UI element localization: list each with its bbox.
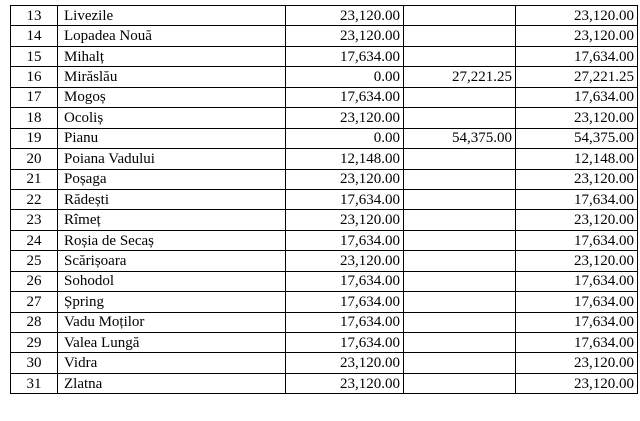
amount-a-cell: 0.00 [286,67,404,87]
amount-b-cell [404,292,516,312]
total-amount-cell: 23,120.00 [516,210,638,230]
amount-b-cell [404,353,516,373]
row-number-cell: 21 [11,169,58,189]
row-number-cell: 27 [11,292,58,312]
total-amount-cell: 54,375.00 [516,128,638,148]
amount-b-cell [404,108,516,128]
total-amount-cell: 17,634.00 [516,230,638,250]
locality-name-cell: Valea Lungă [58,333,286,353]
amount-a-cell: 23,120.00 [286,26,404,46]
total-amount-cell: 23,120.00 [516,353,638,373]
amount-b-cell [404,271,516,291]
locality-name-cell: Scărișoara [58,251,286,271]
amount-a-cell: 0.00 [286,128,404,148]
locality-name-cell: Zlatna [58,373,286,393]
table-row [11,373,638,393]
row-number-cell: 25 [11,251,58,271]
amount-a-cell: 17,634.00 [286,312,404,332]
amount-b-cell [404,169,516,189]
row-number-cell: 15 [11,46,58,66]
total-amount-cell: 17,634.00 [516,271,638,291]
locality-name-cell: Mihalț [58,46,286,66]
table-row [11,312,638,332]
row-number-cell: 14 [11,26,58,46]
amount-b-cell [404,312,516,332]
table-row [11,169,638,189]
total-amount-cell: 23,120.00 [516,169,638,189]
amount-b-cell [404,210,516,230]
locality-name-cell: Roșia de Secaș [58,230,286,250]
table-row [11,189,638,209]
table-row [11,108,638,128]
total-amount-cell: 17,634.00 [516,312,638,332]
amount-a-cell: 17,634.00 [286,230,404,250]
amount-b-cell [404,26,516,46]
amount-a-cell: 23,120.00 [286,373,404,393]
table-row [11,251,638,271]
table-row [11,128,638,148]
table-row [11,26,638,46]
locality-name-cell: Mirăslău [58,67,286,87]
total-amount-cell: 23,120.00 [516,108,638,128]
amount-b-cell [404,46,516,66]
row-number-cell: 16 [11,67,58,87]
table-row [11,46,638,66]
locality-name-cell: Sohodol [58,271,286,291]
table-row [11,149,638,169]
row-number-cell: 13 [11,6,58,26]
total-amount-cell: 23,120.00 [516,251,638,271]
locality-name-cell: Poiana Vadului [58,149,286,169]
total-amount-cell: 17,634.00 [516,87,638,107]
table-row [11,6,638,26]
amount-a-cell: 17,634.00 [286,46,404,66]
total-amount-cell: 23,120.00 [516,26,638,46]
table-row [11,210,638,230]
amount-b-cell [404,87,516,107]
amount-a-cell: 17,634.00 [286,271,404,291]
row-number-cell: 29 [11,333,58,353]
amount-a-cell: 17,634.00 [286,87,404,107]
table-row [11,333,638,353]
locality-name-cell: Rîmeț [58,210,286,230]
total-amount-cell: 23,120.00 [516,373,638,393]
table-body [11,6,638,394]
locality-name-cell: Ocoliș [58,108,286,128]
amount-a-cell: 23,120.00 [286,210,404,230]
amount-a-cell: 23,120.00 [286,169,404,189]
total-amount-cell: 12,148.00 [516,149,638,169]
amount-a-cell: 17,634.00 [286,292,404,312]
amount-b-cell [404,149,516,169]
amount-b-cell [404,373,516,393]
table-row [11,87,638,107]
allocation-table [10,5,638,394]
locality-name-cell: Vidra [58,353,286,373]
amount-b-cell: 54,375.00 [404,128,516,148]
amount-b-cell [404,189,516,209]
locality-name-cell: Livezile [58,6,286,26]
amount-a-cell: 23,120.00 [286,108,404,128]
table-row [11,292,638,312]
amount-b-cell [404,251,516,271]
locality-name-cell: Pianu [58,128,286,148]
amount-a-cell: 17,634.00 [286,189,404,209]
table-row [11,271,638,291]
table-row [11,230,638,250]
amount-a-cell: 17,634.00 [286,333,404,353]
locality-name-cell: Lopadea Nouă [58,26,286,46]
locality-name-cell: Mogoș [58,87,286,107]
locality-name-cell: Vadu Moților [58,312,286,332]
amount-b-cell [404,333,516,353]
amount-a-cell: 23,120.00 [286,353,404,373]
total-amount-cell: 17,634.00 [516,189,638,209]
row-number-cell: 23 [11,210,58,230]
total-amount-cell: 17,634.00 [516,333,638,353]
total-amount-cell: 17,634.00 [516,46,638,66]
row-number-cell: 30 [11,353,58,373]
amount-a-cell: 23,120.00 [286,251,404,271]
row-number-cell: 18 [11,108,58,128]
row-number-cell: 31 [11,373,58,393]
locality-name-cell: Rădești [58,189,286,209]
row-number-cell: 26 [11,271,58,291]
total-amount-cell: 17,634.00 [516,292,638,312]
amount-b-cell [404,230,516,250]
amount-b-cell: 27,221.25 [404,67,516,87]
amount-b-cell [404,6,516,26]
table-row [11,353,638,373]
row-number-cell: 19 [11,128,58,148]
amount-a-cell: 23,120.00 [286,6,404,26]
locality-name-cell: Poșaga [58,169,286,189]
row-number-cell: 22 [11,189,58,209]
table-row [11,67,638,87]
row-number-cell: 17 [11,87,58,107]
total-amount-cell: 23,120.00 [516,6,638,26]
amount-a-cell: 12,148.00 [286,149,404,169]
row-number-cell: 24 [11,230,58,250]
locality-name-cell: Șpring [58,292,286,312]
total-amount-cell: 27,221.25 [516,67,638,87]
row-number-cell: 28 [11,312,58,332]
row-number-cell: 20 [11,149,58,169]
